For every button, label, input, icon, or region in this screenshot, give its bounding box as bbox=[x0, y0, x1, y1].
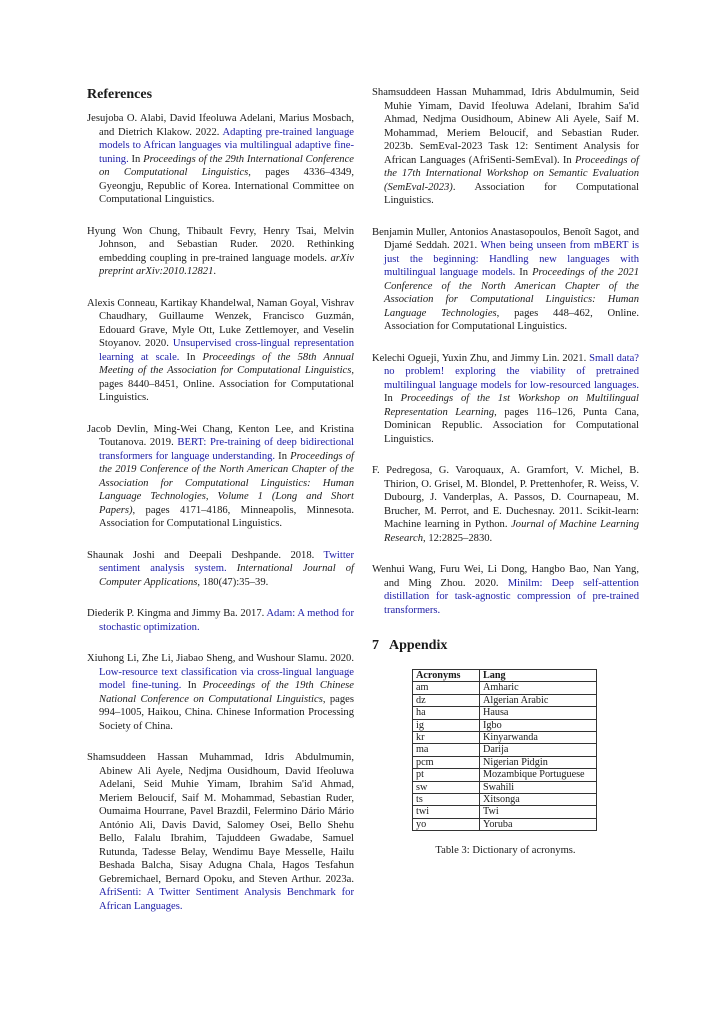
acronym-cell: twi bbox=[413, 806, 480, 818]
reference-entry bbox=[87, 607, 354, 634]
reference-venue: Proceedings of the 2021 Conference of the North American Chapter of the Association for Computational Linguistics: Human Language Technologies bbox=[384, 267, 639, 319]
reference-entry bbox=[87, 112, 354, 207]
reference-link[interactable]: Unsupervised cross-lingual representation learning at scale. bbox=[99, 338, 354, 363]
reference-entry bbox=[372, 563, 639, 617]
acronym-cell: dz bbox=[413, 694, 480, 706]
reference-text: Benjamin Muller, Antonios Anastasopoulos, Benoît Sagot, and Djamé Seddah. 2021. bbox=[372, 226, 639, 251]
reference-venue: Proceedings of the 19th Chinese National Conference on Computational Linguistics bbox=[99, 680, 354, 705]
reference-venue: arXiv preprint arXiv:2010.12821 bbox=[99, 252, 354, 277]
reference-text: Jesujoba O. Alabi, David Ifeoluwa Adelani, Marius Mosbach, and Dietrich Klakow. 2022. bbox=[87, 113, 354, 138]
reference-text: , pages 448–462, Online. Association for Computational Linguistics. bbox=[384, 307, 639, 332]
right-reference-list bbox=[372, 86, 639, 617]
table-header-lang: Lang bbox=[480, 670, 597, 682]
reference-text: In bbox=[559, 154, 575, 166]
reference-entry bbox=[372, 86, 639, 208]
reference-text: In bbox=[515, 267, 533, 278]
acronym-table bbox=[412, 669, 597, 831]
acronym-cell: yo bbox=[413, 818, 480, 830]
reference-text: . bbox=[213, 266, 217, 277]
acronym-cell: sw bbox=[413, 781, 480, 793]
reference-entry bbox=[372, 226, 639, 334]
appendix-heading bbox=[372, 637, 639, 655]
acronym-cell: pcm bbox=[413, 756, 480, 768]
table-caption: Table 3: Dictionary of acronyms. bbox=[435, 845, 576, 857]
reference-text: , pages 4171–4186, Minneapolis, Minnesota. Association for Computational Linguistics. bbox=[99, 504, 354, 529]
reference-text: , pages 8440–8451, Online. Association for Computational Linguistics. bbox=[99, 365, 354, 403]
reference-text: Shamsuddeen Hassan Muhammad, Idris Abdulmumin, Abinew Ali Ayele, Nedjma Ousidhoum, David Ifeoluwa Adelani, Seid Muhie Yimam, Ibrahim Sa'id Ahmad, Meriem Beloucif, Saif M. Mohammad, Sebastian Ruder, Oumaima Hourrane, Pavel Brazdil, Felermino Dário Mário António Ali, Davis David, Salomey Osei, Bello Shehu Bello, Falalu Ibrahim, Tajuddeen Gwadabe, Samuel Rutunda, Tadesse Belay, Wendimu Baye Messelle, Hailu Beshada Balcha, Sisay Adugna Chala, Hagos Tesfahun Gebremichael, Bernard Opoku, and Steven Arthur. 2023a. bbox=[87, 752, 354, 885]
reference-text bbox=[227, 563, 237, 574]
references-heading: References bbox=[87, 87, 153, 102]
table-row bbox=[413, 769, 597, 781]
reference-link[interactable]: AfriSenti: A Twitter Sentiment Analysis Benchmark for African Languages. bbox=[99, 887, 354, 912]
reference-entry bbox=[87, 549, 354, 590]
language-cell: Nigerian Pidgin bbox=[480, 756, 597, 768]
language-cell: Igbo bbox=[480, 719, 597, 731]
reference-text: Shaunak Joshi and Deepali Deshpande. 2018. bbox=[87, 549, 324, 561]
reference-entry bbox=[87, 652, 354, 733]
reference-text: Kelechi Ogueji, Yuxin Zhu, and Jimmy Lin. 2021. bbox=[372, 352, 590, 364]
table-header-row bbox=[413, 670, 597, 682]
table-row bbox=[413, 694, 597, 706]
reference-text: , pages 4336–4349, Gyeongju, Republic of Korea. International Committee on Computational Linguistics. bbox=[99, 167, 355, 205]
reference-text: , 180(47):35–39. bbox=[197, 576, 269, 588]
language-cell: Yoruba bbox=[480, 818, 597, 830]
reference-entry bbox=[87, 751, 354, 913]
table-row bbox=[413, 806, 597, 818]
language-cell: Darija bbox=[480, 744, 597, 756]
reference-text: In bbox=[275, 450, 291, 462]
acronym-cell: ig bbox=[413, 719, 480, 731]
language-cell: Mozambique Portuguese bbox=[480, 769, 597, 781]
language-cell: Algerian Arabic bbox=[480, 694, 597, 706]
right-column bbox=[372, 86, 639, 856]
reference-venue: Proceedings of the 58th Annual Meeting of the Association for Computational Linguistics bbox=[99, 351, 354, 376]
table-row bbox=[413, 719, 597, 731]
table-row bbox=[413, 707, 597, 719]
reference-text: F. Pedregosa, G. Varoquaux, A. Gramfort, V. Michel, B. Thirion, O. Grisel, M. Blondel, P. Prettenhofer, R. Weiss, V. Dubourg, J. Vanderplas, A. Passos, D. Cournapeau, M. Brucher, M. Perrot, and E. Duchesnay. 2011. Scikit-learn: Machine learning in Python. bbox=[372, 465, 639, 530]
table-row bbox=[413, 744, 597, 756]
reference-text: , 12:2825–2830. bbox=[423, 532, 493, 544]
acronym-cell: am bbox=[413, 682, 480, 694]
reference-link[interactable]: Adam: A method for stochastic optimization. bbox=[99, 608, 355, 633]
reference-link[interactable]: Adapting pre-trained language models to African languages via multilingual adaptive fine-tuning. bbox=[99, 126, 354, 165]
reference-venue: Proceedings of the 17th International Workshop on Semantic Evaluation (SemEval-2023) bbox=[384, 154, 639, 193]
table-row bbox=[413, 756, 597, 768]
table-row bbox=[413, 794, 597, 806]
acronym-table-body bbox=[413, 682, 597, 831]
table-row bbox=[413, 732, 597, 744]
language-cell: Kinyarwanda bbox=[480, 732, 597, 744]
reference-entry bbox=[87, 297, 354, 405]
left-column bbox=[87, 86, 354, 913]
acronym-cell: ma bbox=[413, 744, 480, 756]
reference-entry bbox=[87, 423, 354, 531]
reference-text: Xiuhong Li, Zhe Li, Jiabao Sheng, and Wushour Slamu. 2020. bbox=[87, 653, 354, 664]
reference-link[interactable]: Low-resource text classification via cross-lingual language model fine-tuning. bbox=[99, 666, 354, 691]
reference-text: Diederik P. Kingma and Jimmy Ba. 2017. bbox=[87, 608, 267, 619]
reference-text: . Association for Computational Linguistics. bbox=[384, 181, 639, 206]
reference-text: In bbox=[128, 153, 144, 165]
reference-venue: International Journal of Computer Applications bbox=[99, 563, 354, 588]
table-row bbox=[413, 781, 597, 793]
acronym-cell: ha bbox=[413, 707, 480, 719]
appendix-title: Appendix bbox=[389, 638, 448, 653]
reference-entry bbox=[372, 352, 639, 447]
reference-entry bbox=[372, 464, 639, 545]
reference-venue: Proceedings of the 1st Workshop on Multilingual Representation Learning bbox=[384, 393, 639, 418]
reference-text: , pages 116–126, Punta Cana, Dominican Republic. Association for Computational Linguistics. bbox=[384, 406, 639, 445]
reference-link[interactable]: BERT: Pre-training of deep bidirectional transformers for language understanding. bbox=[99, 437, 354, 462]
left-reference-list bbox=[87, 112, 354, 913]
language-cell: Xitsonga bbox=[480, 794, 597, 806]
reference-text: Wenhui Wang, Furu Wei, Li Dong, Hangbo Bao, Nan Yang, and Ming Zhou. 2020. bbox=[372, 564, 639, 589]
reference-venue: Journal of Machine Learning Research bbox=[384, 519, 639, 544]
reference-link[interactable]: When being unseen from mBERT is just the beginning: Handling new languages with multilingual language models. bbox=[384, 240, 639, 278]
table-row bbox=[413, 682, 597, 694]
language-cell: Swahili bbox=[480, 781, 597, 793]
reference-link[interactable]: Minilm: Deep self-attention distillation for task-agnostic compression of pre-trained transformers. bbox=[384, 577, 639, 616]
reference-text: Hyung Won Chung, Thibault Fevry, Henry Tsai, Melvin Johnson, and Sebastian Ruder. 2020. Rethinking embedding coupling in pre-trained language models. bbox=[87, 225, 354, 264]
reference-venue: Proceedings of the 29th International Conference on Computational Linguistics bbox=[99, 153, 354, 178]
acronym-cell: kr bbox=[413, 732, 480, 744]
language-cell: Hausa bbox=[480, 707, 597, 719]
reference-text: Shamsuddeen Hassan Muhammad, Idris Abdulmumin, Seid Muhie Yimam, David Ifeoluwa Adelani, Ibrahim Sa'id Ahmad, Nedjma Ousidhoum, Abinew Ali Ayele, Saif M. Mohammad, Meriem Beloucif, and Sebastian Ruder. 2023b. SemEval-2023 Task 12: Sentiment Analysis for African Languages (AfriSenti-SemEval). bbox=[372, 87, 639, 166]
reference-text: In bbox=[181, 680, 203, 691]
reference-text: In bbox=[384, 393, 401, 404]
language-cell: Amharic bbox=[480, 682, 597, 694]
reference-text: , pages 994–1005, Haikou, China. Chinese Information Processing Society of China. bbox=[99, 693, 355, 732]
reference-entry bbox=[87, 225, 354, 279]
language-cell: Twi bbox=[480, 806, 597, 818]
table-header-acronyms: Acronyms bbox=[413, 670, 480, 682]
acronym-cell: ts bbox=[413, 794, 480, 806]
reference-link[interactable]: Twitter sentiment analysis system. bbox=[99, 549, 354, 574]
reference-text: In bbox=[179, 351, 203, 363]
reference-link[interactable]: Small data? no problem! exploring the viability of pretrained multilingual language models for low-resourced languages. bbox=[384, 352, 639, 391]
reference-text: Alexis Conneau, Kartikay Khandelwal, Naman Goyal, Vishrav Chaudhary, Guillaume Wenzek, Francisco Guzmán, Edouard Grave, Myle Ott, Luke Zettlemoyer, and Veselin Stoyanov. 2020. bbox=[87, 297, 354, 349]
acronym-cell: pt bbox=[413, 769, 480, 781]
table-row bbox=[413, 818, 597, 830]
appendix-number: 7 bbox=[372, 638, 379, 653]
reference-venue: Proceedings of the 2019 Conference of the North American Chapter of the Association for Computational Linguistics: Human Language Technologies, Volume 1 (Long and Short Papers) bbox=[99, 450, 354, 516]
reference-text: Jacob Devlin, Ming-Wei Chang, Kenton Lee, and Kristina Toutanova. 2019. bbox=[87, 423, 354, 448]
